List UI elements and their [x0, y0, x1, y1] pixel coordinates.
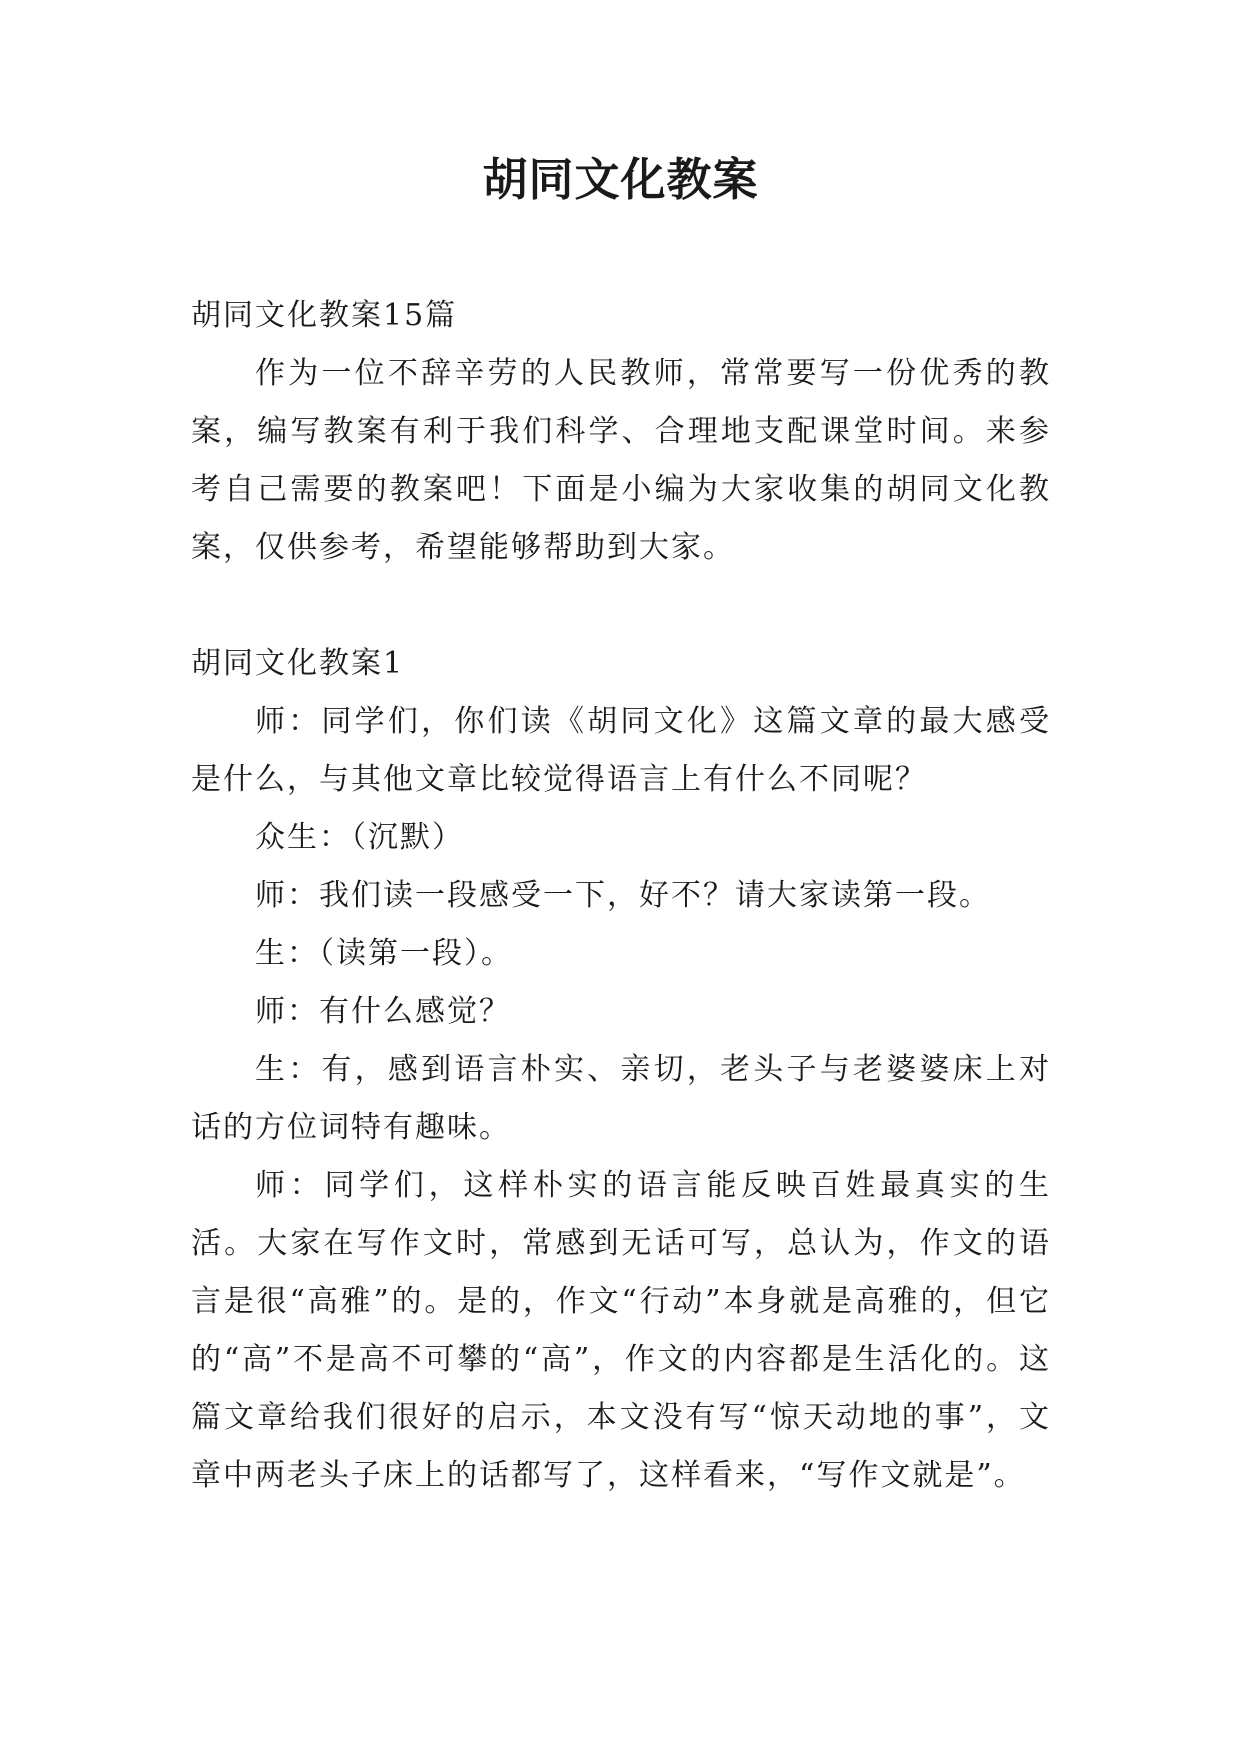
dialogue-paragraph: 生：有，感到语言朴实、亲切，老头子与老婆婆床上对话的方位词特有趣味。 — [191, 1052, 1051, 1145]
document-body — [191, 287, 1051, 1505]
dialogue-paragraph: 众生：（沉默） — [255, 820, 464, 855]
section-heading: 胡同文化教案1 — [191, 646, 405, 681]
document-title: 胡同文化教案 — [482, 153, 759, 206]
intro-paragraph: 作为一位不辞辛劳的人民教师，常常要写一份优秀的教案，编写教案有利于我们科学、合理地支配课堂时间。来参考自己需要的教案吧！下面是小编为大家收集的胡同文化教案，仅供参考，希望能够帮助到大家。 — [191, 356, 1051, 565]
dialogue-paragraph: 师：同学们，这样朴实的语言能反映百姓最真实的生活。大家在写作文时，常感到无话可写，总认为，作文的语言是很“高雅”的。是的，作文“行动”本身就是高雅的，但它的“高”不是高不可攀的“高”，作文的内容都是生活化的。这篇文章给我们很好的启示，本文没有写“惊天动地的事”，文章中两老头子床上的话都写了，这样看来，“写作文就是”。 — [191, 1168, 1051, 1493]
dialogue-paragraph: 师：有什么感觉？ — [255, 994, 511, 1029]
section-spacer — [191, 577, 1051, 635]
dialogue-paragraph: 师：我们读一段感受一下，好不？请大家读第一段。 — [255, 878, 991, 913]
dialogue-paragraph: 生：（读第一段）。 — [255, 936, 513, 971]
dialogue-paragraph: 师：同学们，你们读《胡同文化》这篇文章的最大感受是什么，与其他文章比较觉得语言上有什么不同呢？ — [191, 704, 1051, 797]
collection-heading: 胡同文化教案15篇 — [191, 298, 458, 333]
